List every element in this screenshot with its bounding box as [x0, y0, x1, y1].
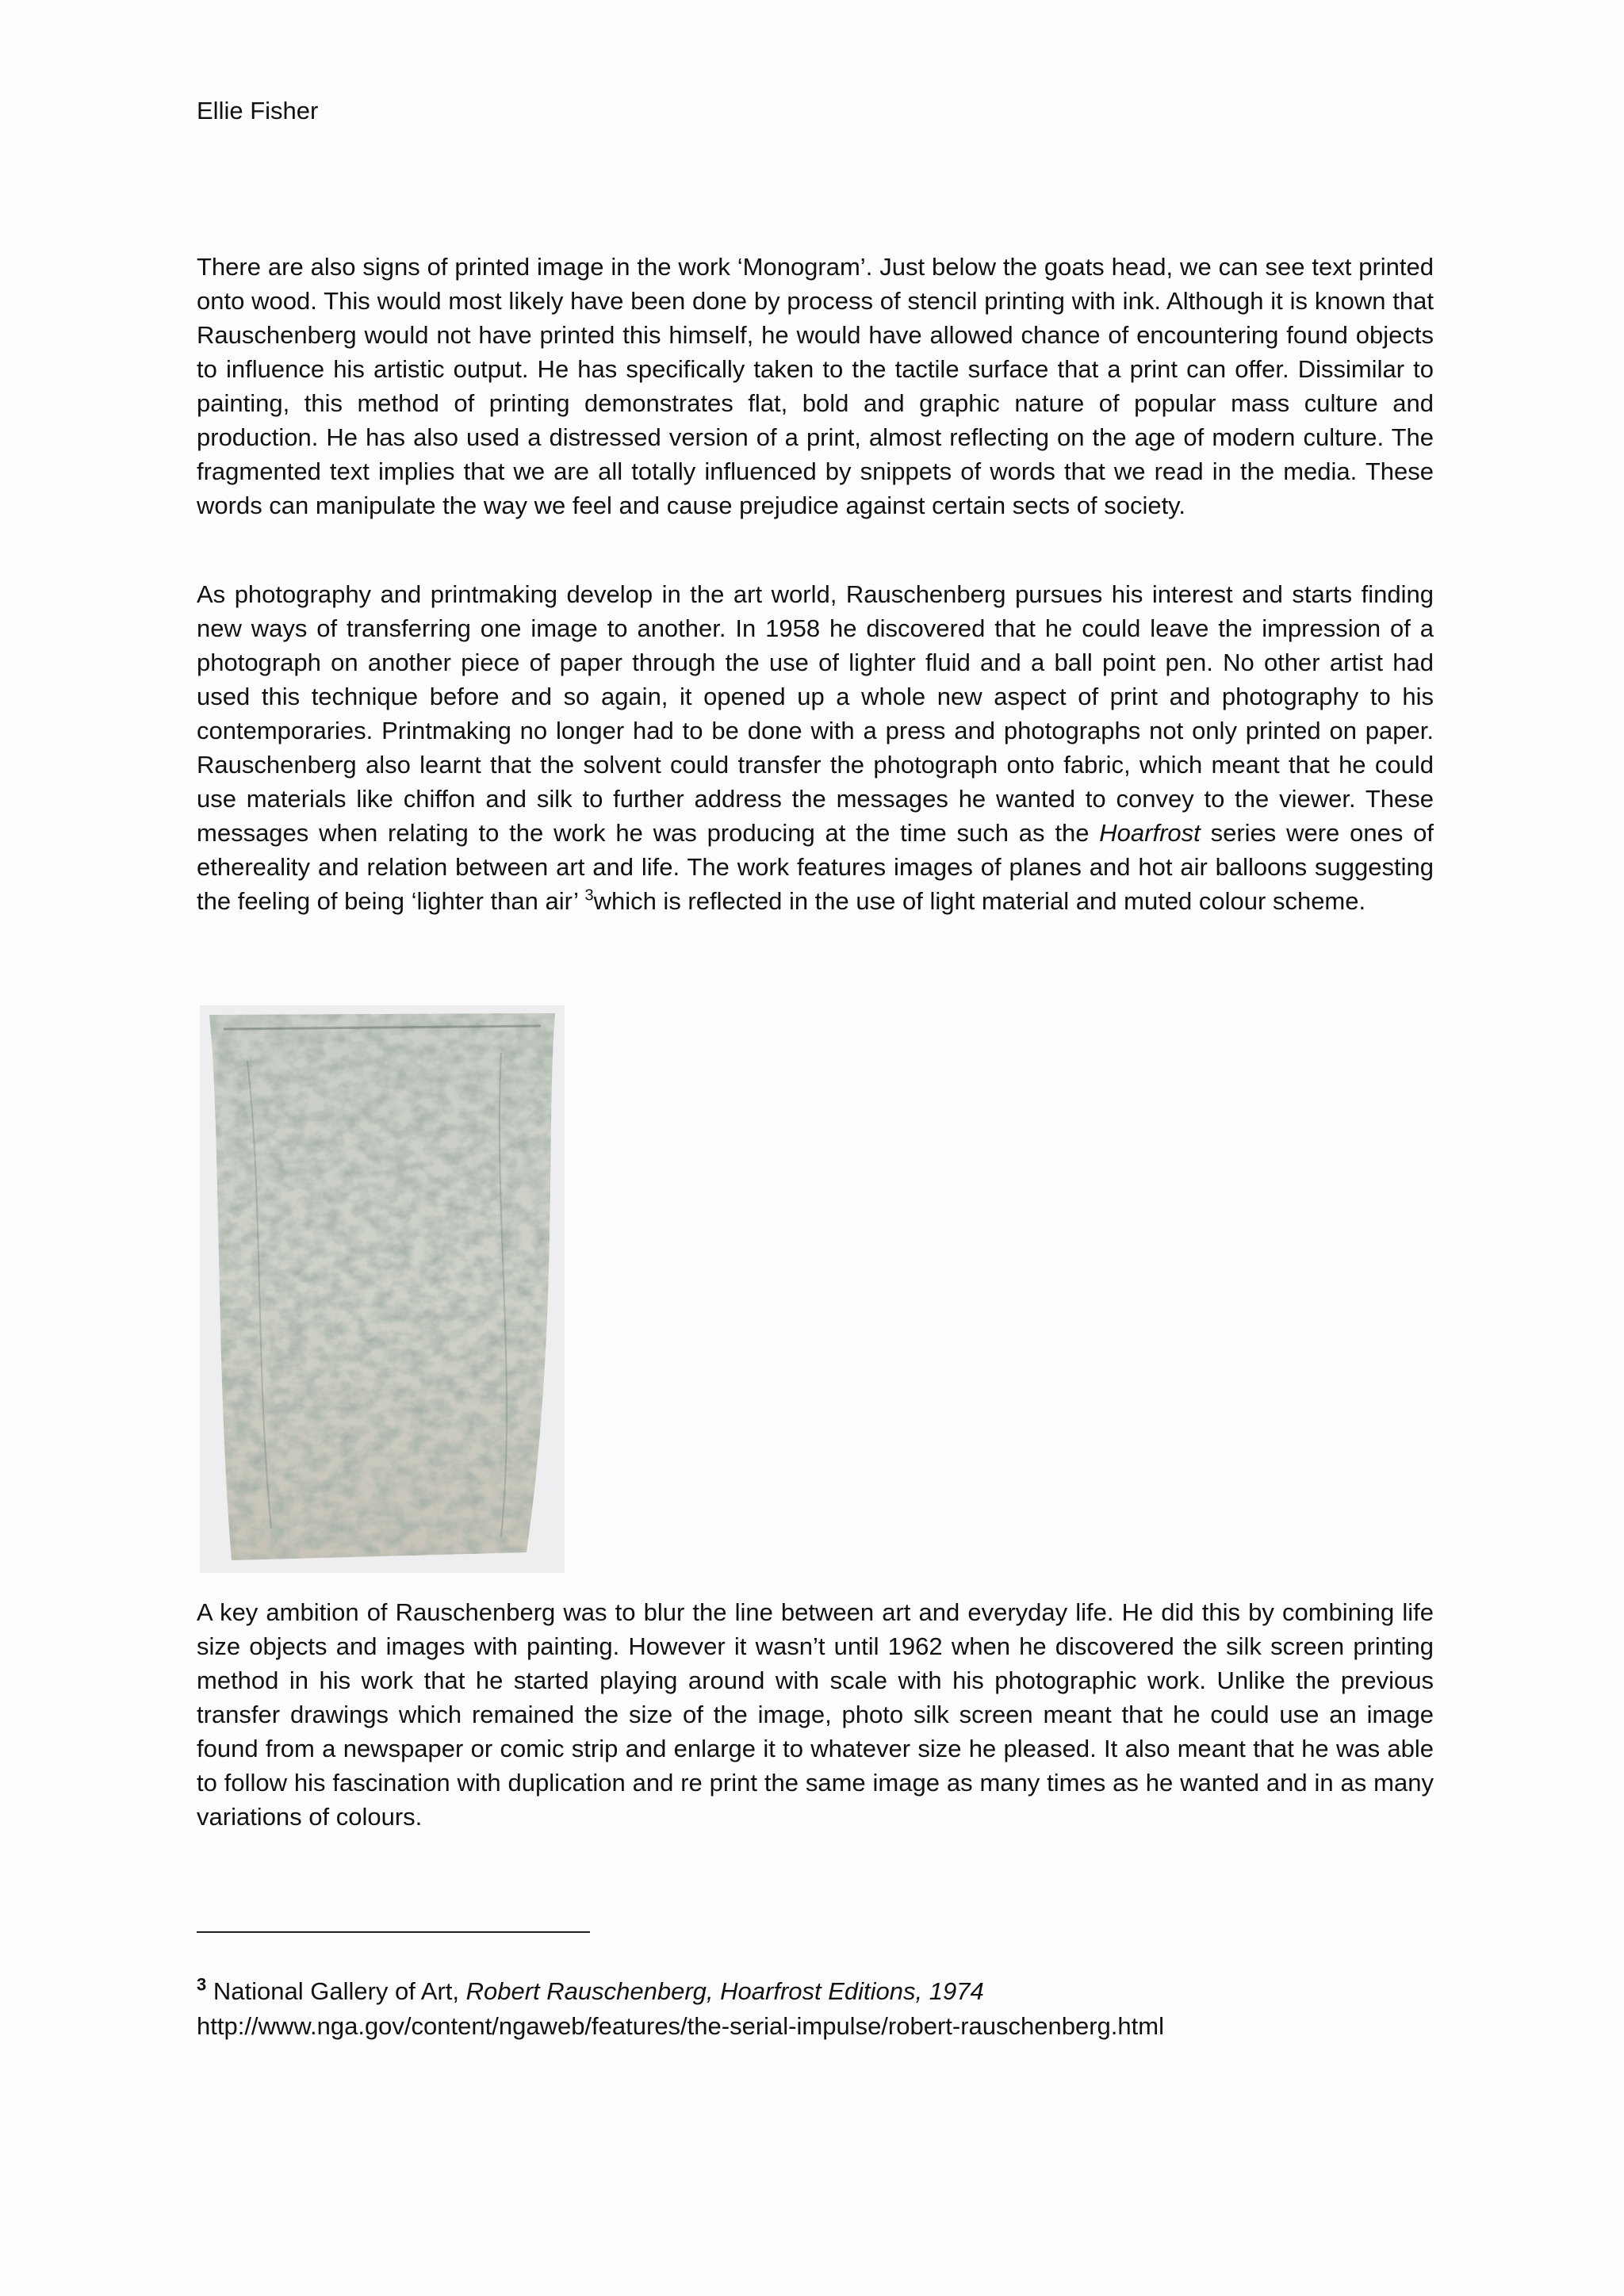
footnote-reference: 3 — [584, 886, 594, 905]
footnote-citation — [197, 1974, 1434, 2009]
paragraph-silkscreen: A key ambition of Rauschenberg was to blur the line between art and everyday life. He did this by combining life size objects and images with painting. However it wasn’t until 1962 when he discovered the silk screen printing method in his work that he started playing around with scale with his photographic work. Unlike the previous transfer drawings which remained the size of the image, photo silk screen meant that he could use an image found from a newspaper or comic strip and enlarge it to whatever size he pleased. It also meant that he was able to follow his fascination with duplication and re print the same image as many times as he wanted and in as many variations of colours. — [197, 1598, 1434, 1831]
paragraph-text: series were ones of ethereality and relation between art and life. The work features images of planes and hot air balloons suggesting the feeling of being ‘lighter than air’ — [197, 819, 1434, 915]
paragraph-photography — [197, 577, 1434, 918]
author-header: Ellie Fisher — [197, 97, 319, 124]
paragraph-text: which is reflected in the use of light material and muted colour scheme. — [593, 887, 1366, 915]
footnote-divider — [197, 1931, 590, 1933]
footnote-number: 3 — [197, 1974, 207, 1995]
footnote-title: Robert Rauschenberg, Hoarfrost Editions, 1974 — [465, 1977, 984, 2005]
paragraph-monogram: There are also signs of printed image in the work ‘Monogram’. Just below the goats head, we can see text printed onto wood. This would most likely have been done by process of stencil printing with ink. Although it is known that Rauschenberg would not have printed this himself, he would have allowed chance of encountering found objects to influence his artistic output. He has specifically taken to the tactile surface that a print can offer. Dissimilar to painting, this method of printing demonstrates flat, bold and graphic nature of popular mass culture and production. He has also used a distressed version of a print, almost reflecting on the age of modern culture. The fragmented text implies that we are all totally influenced by snippets of words that we read in the media. These words can manipulate the way we feel and cause prejudice against certain sects of society. — [197, 253, 1434, 519]
footnote — [197, 1974, 1434, 2044]
italic-title: Hoarfrost — [1099, 819, 1201, 847]
hoarfrost-artwork-image — [200, 1005, 565, 1573]
footnote-url[interactable]: http://www.nga.gov/content/ngaweb/features/the-serial-impulse/robert-rauschenberg.html — [197, 2012, 1164, 2040]
footnote-source: National Gallery of Art, — [206, 1977, 466, 2005]
paragraph-text: As photography and printmaking develop in the art world, Rauschenberg pursues his interest and starts finding new ways of transferring one image to another. In 1958 he discovered that he could leave the impression of a photograph on another piece of paper through the use of lighter fluid and a ball point pen. No other artist had used this technique before and so again, it opened up a whole new aspect of print and photography to his contemporaries. Printmaking no longer had to be done with a press and photographs not only printed on paper. Rauschenberg also learnt that the solvent could transfer the photograph onto fabric, which meant that he could use materials like chiffon and silk to further address the messages he wanted to convey to the viewer. These messages when relating to the work he was producing at the time such as the — [197, 580, 1434, 847]
